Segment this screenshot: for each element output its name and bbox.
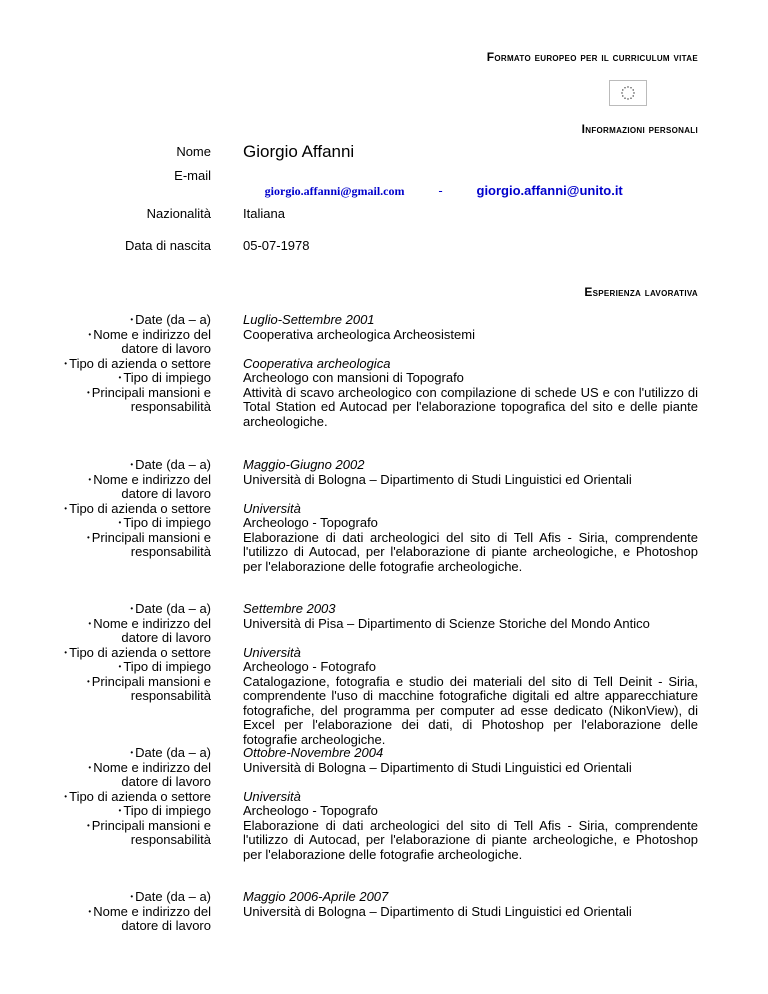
employer-label-text: Nome e indirizzo del datore di lavoro	[93, 471, 211, 501]
position-label-text: Tipo di impiego	[123, 370, 211, 385]
sector-label-text: Tipo di azienda o settore	[69, 355, 211, 371]
eu-flag-logo	[609, 80, 647, 106]
sector-label-text: Tipo di azienda o settore	[69, 644, 211, 660]
nationality-label: Nazionalità	[146, 206, 211, 221]
employer-value: Università di Bologna – Dipartimento di Studi Linguistici ed Orientali	[243, 759, 632, 775]
position-value: Archeologo - Topografo	[243, 803, 378, 818]
email-link-gmail[interactable]: giorgio.affanni@gmail.com	[264, 184, 405, 198]
job-entry	[0, 890, 768, 934]
duties-label	[0, 386, 211, 430]
date-label-text: Date (da – a)	[135, 457, 211, 472]
bullet-icon: •	[64, 358, 68, 368]
bullet-icon: •	[64, 503, 68, 513]
date-label	[0, 313, 211, 328]
sector-label-text: Tipo di azienda o settore	[69, 500, 211, 516]
bullet-icon: •	[88, 474, 92, 484]
position-label	[0, 660, 211, 675]
document-title: Formato europeo per il curriculum vitae	[486, 50, 698, 64]
employer-label-text: Nome e indirizzo del datore di lavoro	[93, 903, 211, 933]
date-value: Maggio-Giugno 2002	[243, 457, 365, 472]
employer-label	[0, 761, 211, 790]
job-entry	[0, 602, 768, 747]
eu-stars-icon	[621, 86, 634, 99]
bullet-icon: •	[118, 518, 122, 527]
employer-label-text: Nome e indirizzo del datore di lavoro	[93, 615, 211, 645]
employer-value: Università di Bologna – Dipartimento di Studi Linguistici ed Orientali	[243, 471, 632, 487]
email-separator: -	[438, 183, 443, 198]
position-value: Archeologo - Topografo	[243, 515, 378, 530]
position-label	[0, 371, 211, 386]
section-heading-work: Esperienza lavorativa	[584, 285, 698, 299]
position-value: Archeologo - Fotografo	[243, 659, 376, 674]
sector-label	[0, 502, 211, 517]
date-label-text: Date (da – a)	[135, 601, 211, 616]
bullet-icon: •	[88, 618, 92, 628]
bullet-icon: •	[86, 532, 90, 542]
bullet-icon: •	[130, 892, 134, 901]
duties-label-text: Principali mansioni e responsabilità	[91, 673, 211, 703]
bullet-icon: •	[130, 748, 134, 757]
bullet-icon: •	[130, 604, 134, 613]
duties-label	[0, 675, 211, 748]
date-label	[0, 746, 211, 761]
position-label	[0, 804, 211, 819]
duties-value: Catalogazione, fotografia e studio dei materiali del sito di Tell Deinit - Siria, comprendente l'uso di macchine fotografiche digitali ed altre apparecchiature fotografiche, del programma per computer ad esse dedicato (NikonView), di Excel per l'elaborazione dei dati, di Photoshop per l'elaborazione delle fotografie archeologiche.	[243, 673, 698, 747]
employer-label	[0, 617, 211, 646]
bullet-icon: •	[64, 647, 68, 657]
date-value: Luglio-Settembre 2001	[243, 312, 375, 327]
employer-label	[0, 905, 211, 934]
bullet-icon: •	[118, 806, 122, 815]
name-value: Giorgio Affanni	[243, 142, 355, 161]
email-link-unito[interactable]: giorgio.affanni@unito.it	[476, 183, 623, 198]
date-label	[0, 458, 211, 473]
bullet-icon: •	[118, 373, 122, 382]
sector-label-text: Tipo di azienda o settore	[69, 788, 211, 804]
position-label-text: Tipo di impiego	[123, 659, 211, 674]
name-label: Nome	[176, 144, 211, 159]
job-entry	[0, 313, 768, 429]
position-label-text: Tipo di impiego	[123, 515, 211, 530]
job-entry	[0, 458, 768, 574]
date-value: Maggio 2006-Aprile 2007	[243, 889, 389, 904]
date-label-text: Date (da – a)	[135, 745, 211, 760]
position-value: Archeologo con mansioni di Topografo	[243, 370, 464, 385]
date-value: Settembre 2003	[243, 601, 336, 616]
duties-value: Attività di scavo archeologico con compilazione di schede US e con l'utilizzo di Total Station ed Autocad per l'elaborazione topografica del sito e delle piante archeologiche.	[243, 384, 698, 429]
birth-value: 05-07-1978	[243, 238, 310, 253]
bullet-icon: •	[130, 460, 134, 469]
section-heading-personal: Informazioni personali	[581, 122, 698, 136]
employer-label	[0, 328, 211, 357]
employer-label-text: Nome e indirizzo del datore di lavoro	[93, 759, 211, 789]
employer-value: Università di Pisa – Dipartimento di Scienze Storiche del Mondo Antico	[243, 615, 650, 631]
duties-value: Elaborazione di dati archeologici del sito di Tell Afis - Siria, comprendente l'utilizzo di Autocad, per l'elaborazione di piante archeologiche, e Photoshop per l'elaborazione delle fotografie archeologiche.	[243, 817, 698, 862]
duties-label-text: Principali mansioni e responsabilità	[91, 384, 211, 414]
employer-label	[0, 473, 211, 502]
employer-value: Cooperativa archeologica Archeosistemi	[243, 326, 475, 342]
date-value: Ottobre-Novembre 2004	[243, 745, 384, 760]
employer-value: Università di Bologna – Dipartimento di Studi Linguistici ed Orientali	[243, 903, 632, 919]
job-entry	[0, 746, 768, 862]
sector-value: Università	[243, 644, 301, 660]
date-label-text: Date (da – a)	[135, 889, 211, 904]
bullet-icon: •	[130, 315, 134, 324]
bullet-icon: •	[88, 329, 92, 339]
bullet-icon: •	[86, 676, 90, 686]
date-label	[0, 890, 211, 905]
sector-value: Cooperativa archeologica	[243, 355, 391, 371]
position-label-text: Tipo di impiego	[123, 803, 211, 818]
sector-label	[0, 646, 211, 661]
sector-value: Università	[243, 788, 301, 804]
bullet-icon: •	[88, 906, 92, 916]
bullet-icon: •	[86, 387, 90, 397]
date-label-text: Date (da – a)	[135, 312, 211, 327]
sector-label	[0, 357, 211, 372]
duties-label	[0, 819, 211, 863]
nationality-value: Italiana	[243, 206, 285, 221]
birth-label: Data di nascita	[125, 238, 211, 253]
duties-label-text: Principali mansioni e responsabilità	[91, 529, 211, 559]
bullet-icon: •	[86, 820, 90, 830]
sector-value: Università	[243, 500, 301, 516]
email-label: E-mail	[174, 168, 211, 183]
employer-label-text: Nome e indirizzo del datore di lavoro	[93, 326, 211, 356]
duties-label-text: Principali mansioni e responsabilità	[91, 817, 211, 847]
duties-label	[0, 531, 211, 575]
duties-value: Elaborazione di dati archeologici del sito di Tell Afis - Siria, comprendente l'utilizzo di Autocad, per l'elaborazione di piante archeologiche, e Photoshop per l'elaborazione delle fotografie archeologiche.	[243, 529, 698, 574]
date-label	[0, 602, 211, 617]
bullet-icon: •	[118, 662, 122, 671]
bullet-icon: •	[88, 762, 92, 772]
sector-label	[0, 790, 211, 805]
bullet-icon: •	[64, 791, 68, 801]
position-label	[0, 516, 211, 531]
